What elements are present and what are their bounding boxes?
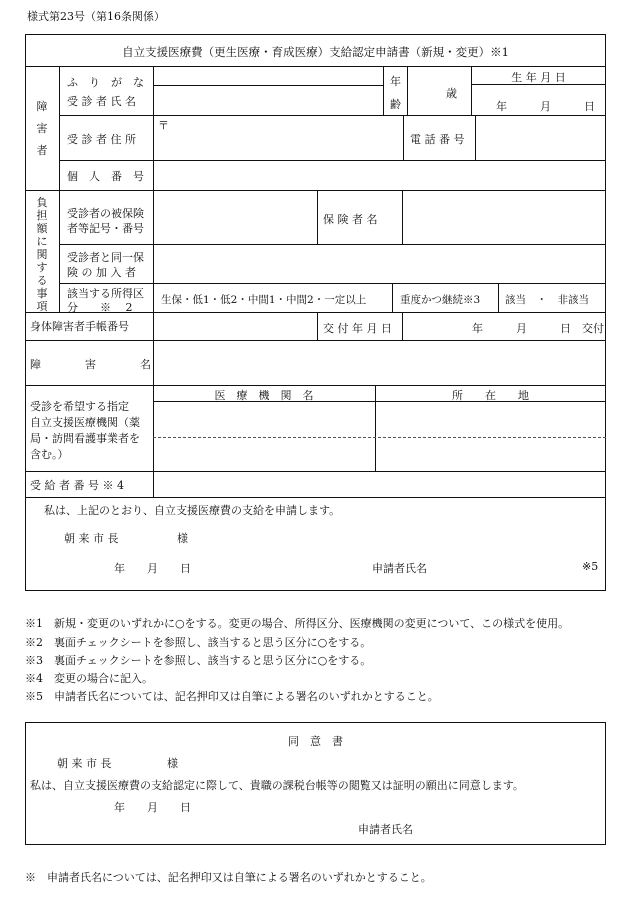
consent-applicant-label: 申請者氏名 bbox=[358, 823, 413, 836]
income-class-label-1: 該当する所得区 bbox=[67, 287, 144, 300]
applicant-name-field[interactable] bbox=[440, 556, 576, 576]
age-label-2: 齢 bbox=[390, 98, 401, 111]
mayor-addressee: 朝 来 市 長 bbox=[64, 532, 119, 545]
address-label: 受 診 者 住 所 bbox=[67, 133, 136, 146]
note5-mark: ※5 bbox=[582, 560, 599, 573]
same-insurance-field[interactable] bbox=[154, 245, 604, 282]
same-insurance-label-1: 受診者と同一保 bbox=[67, 251, 144, 264]
disability-name-field[interactable] bbox=[154, 341, 604, 384]
insurer-label: 保 険 者 名 bbox=[323, 213, 378, 226]
age-unit: 歳 bbox=[446, 87, 457, 100]
footer-note: ※ 申請者氏名については、記名押印又は自筆による署名のいずれかとすること。 bbox=[25, 871, 432, 884]
my-number-label: 個 人 番 号 bbox=[67, 170, 144, 183]
institution-name-field-2[interactable] bbox=[154, 438, 374, 470]
note-item: ※3 裏面チェックシートを参照し、該当すると思う区分に○をする。 bbox=[25, 654, 372, 667]
consent-honorific: 様 bbox=[167, 757, 178, 770]
phone-field[interactable] bbox=[476, 116, 604, 159]
insured-number-label-2: 者等記号・番号 bbox=[67, 222, 144, 235]
birth-date-header: 生 年 月 日 bbox=[511, 71, 566, 84]
consent-text: 私は、自立支援医療費の支給認定に際して、貴職の課税台帳等の閲覧又は証明の願出に同意します。 bbox=[30, 779, 524, 792]
declaration-text: 私は、上記のとおり、自立支援医療費の支給を申請します。 bbox=[44, 504, 341, 517]
severe-continuing-label: 重度かつ継続※3 bbox=[400, 294, 481, 306]
consent-title: 同 意 書 bbox=[288, 735, 343, 748]
institution-location-header: 所 在 地 bbox=[452, 389, 529, 402]
insurer-field[interactable] bbox=[403, 191, 604, 243]
postal-mark: 〒 bbox=[158, 119, 169, 132]
phone-label: 電 話 番 号 bbox=[410, 133, 465, 146]
form-number: 様式第23号（第16条関係） bbox=[27, 10, 165, 23]
birth-date-field[interactable]: 年 月 日 bbox=[496, 100, 595, 113]
consent-date[interactable]: 年 月 日 bbox=[114, 801, 191, 814]
income-class-label-2: 分 ※ 2 bbox=[67, 301, 133, 314]
recipient-number-label: 受 給 者 番 号 ※ 4 bbox=[30, 479, 124, 492]
institution-location-field-1[interactable] bbox=[376, 402, 604, 436]
disability-name-label: 障 害 名 bbox=[30, 358, 151, 371]
recipient-number-field[interactable] bbox=[154, 472, 604, 496]
insured-number-label-1: 受診者の被保険 bbox=[67, 207, 144, 220]
same-insurance-label-2: 険 の 加 入 者 bbox=[67, 266, 136, 279]
patient-name-field[interactable] bbox=[154, 86, 382, 114]
handbook-number-label: 身体障害者手帳番号 bbox=[30, 320, 129, 333]
age-field[interactable] bbox=[408, 67, 470, 114]
application-date[interactable]: 年 月 日 bbox=[114, 562, 191, 575]
issue-date-field[interactable]: 年 月 日 交付 bbox=[472, 322, 604, 335]
institution-name-header: 医 療 機 関 名 bbox=[214, 389, 314, 402]
applicant-name-label: 申請者氏名 bbox=[372, 562, 427, 575]
consent-mayor: 朝 来 市 長 bbox=[57, 757, 112, 770]
issue-date-label: 交 付 年 月 日 bbox=[323, 322, 392, 335]
patient-name-label: 受 診 者 氏 名 bbox=[67, 95, 136, 108]
consent-applicant-field[interactable] bbox=[424, 817, 594, 837]
note-item: ※5 申請者氏名については、記名押印又は自筆による署名のいずれかとすること。 bbox=[25, 690, 439, 703]
note-item: ※4 変更の場合に記入。 bbox=[25, 672, 153, 685]
severe-continuing-options[interactable]: 該当 ・ 非該当 bbox=[505, 294, 589, 306]
insured-number-field[interactable] bbox=[154, 191, 316, 244]
income-class-options[interactable]: 生保・低1・低2・中間1・中間2・一定以上 bbox=[161, 294, 367, 306]
age-label: 年 bbox=[390, 75, 401, 88]
my-number-field[interactable] bbox=[154, 161, 604, 189]
furigana-field[interactable] bbox=[154, 67, 382, 84]
handbook-number-field[interactable] bbox=[154, 313, 316, 339]
address-field[interactable] bbox=[154, 116, 402, 160]
mayor-honorific: 様 bbox=[177, 532, 188, 545]
institution-location-field-2[interactable] bbox=[376, 438, 604, 470]
form-title: 自立支援医療費（更生医療・育成医療）支給認定申請書（新規・変更）※1 bbox=[122, 45, 509, 59]
furigana-label: ふ り が な bbox=[67, 76, 144, 89]
note-item: ※2 裏面チェックシートを参照し、該当すると思う区分に○をする。 bbox=[25, 636, 372, 649]
note-item: ※1 新規・変更のいずれかに○をする。変更の場合、所得区分、医療機関の変更について、この様式を使用。 bbox=[25, 617, 570, 630]
institution-name-field-1[interactable] bbox=[154, 402, 374, 436]
